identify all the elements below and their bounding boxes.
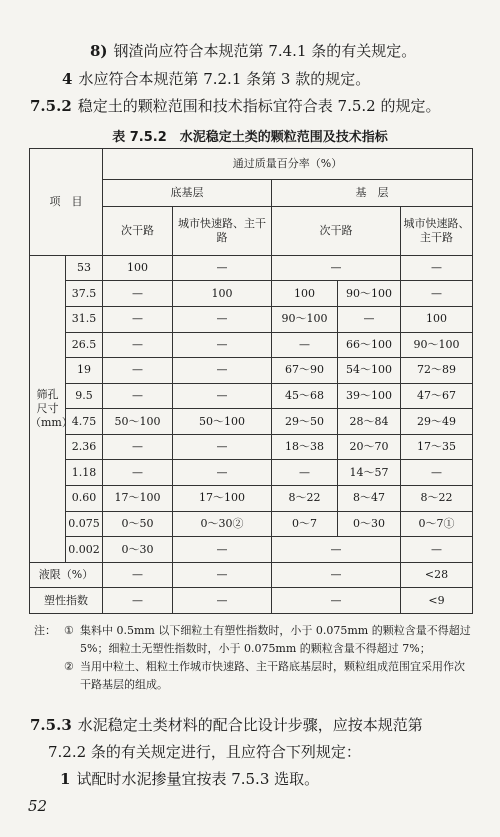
clause-7-5-3 [30,714,423,735]
paragraph-steel-slag [90,40,416,61]
table-row [30,332,473,358]
table-cell: 0～30② [173,511,272,537]
table-cell: — [272,332,338,358]
table-row [30,358,473,384]
table-cell: 0～30 [338,511,401,537]
header-subbase-secondary: 次干路 [103,206,173,255]
note-1 [34,622,474,658]
header-base-secondary: 次干路 [272,206,401,255]
paragraph-text: 水泥稳定土类材料的配合比设计步骤，应按本规范第 [77,716,423,734]
sieve-size-cell: 4.75 [66,409,103,435]
table-cell: — [173,537,272,563]
table-cell: 8～22 [272,485,338,511]
table-cell: 100 [401,306,473,332]
header-base: 基 层 [272,180,473,207]
table-cell: 17～100 [173,485,272,511]
table-cell: — [401,460,473,486]
table-cell: 29～49 [401,409,473,435]
table-cell: 8～47 [338,485,401,511]
table-row [30,485,473,511]
paragraph-text: 钢渣尚应符合本规范第 7.4.1 条的有关规定。 [113,42,417,60]
table-cell: — [173,562,272,588]
table-cell: — [103,383,173,409]
sieve-size-cell: 37.5 [66,281,103,307]
table-cell: 17～100 [103,485,173,511]
table-row [30,255,473,281]
table-cell: 28～84 [338,409,401,435]
table-row [30,409,473,435]
notes-label: 注： [34,624,56,637]
table-cell: 0～7① [401,511,473,537]
table-cell: 14～57 [338,460,401,486]
table-cell: 66～100 [338,332,401,358]
sieve-size-cell: 0.075 [66,511,103,537]
table-cell: 0～30 [103,537,173,563]
table-cell: 18～38 [272,434,338,460]
header-subbase-expressway: 城市快速路、主干路 [173,206,272,255]
paragraph-text: 稳定土的颗粒范围和技术指标宜符合表 7.5.2 的规定。 [77,97,441,115]
table-cell: — [103,358,173,384]
table-cell: — [272,460,338,486]
table-cell: 100 [103,255,173,281]
table-cell: — [173,332,272,358]
sieve-size-cell: 26.5 [66,332,103,358]
table-cell: 47～67 [401,383,473,409]
table-row [30,537,473,563]
table-cell: 67～90 [272,358,338,384]
table-cell: — [401,537,473,563]
table-cell: — [103,460,173,486]
sieve-label-line: （mm） [30,415,73,429]
grading-spec-table [29,148,473,614]
table-cell: <9 [401,588,473,614]
table-cell: 100 [272,281,338,307]
table-cell: 50～100 [103,409,173,435]
clause-7-5-2 [30,95,440,116]
table-cell: 29～50 [272,409,338,435]
table-cell: 72～89 [401,358,473,384]
table-cell: — [272,562,401,588]
table-cell: — [173,588,272,614]
sieve-size-cell: 2.36 [66,434,103,460]
table-cell: <28 [401,562,473,588]
table-row [30,383,473,409]
note-marker: ② [64,660,74,673]
note-text: 集料中 0.5mm 以下细粒土有塑性指数时，小于 0.075mm 的颗粒含量不得超过 5%；细粒土无塑性指数时，小于 0.075mm 的颗粒含量不得超过 7%； [80,624,471,655]
table-cell: — [272,588,401,614]
table-cell: — [272,537,401,563]
table-row [30,511,473,537]
sieve-label-line: 尺寸 [36,401,59,415]
note-2 [34,658,474,694]
item-number: 8) [90,42,108,60]
table-row [30,306,473,332]
item-cement-dosage [60,768,319,789]
note-text: 当用中粒土、粗粒土作城市快速路、主干路底基层时，颗粒组成范围宜采用作次干路基层的组成。 [80,660,465,691]
plasticity-index-label: 塑性指数 [30,588,103,614]
table-cell: — [401,281,473,307]
table-cell: 0～7 [272,511,338,537]
table-cell: 90～100 [338,281,401,307]
table-cell: 54～100 [338,358,401,384]
paragraph-text: 试配时水泥掺量宜按表 7.5.3 选取。 [76,770,320,788]
sieve-size-cell: 9.5 [66,383,103,409]
table-cell: — [173,255,272,281]
table-cell: — [173,383,272,409]
table-row [30,281,473,307]
table-cell: — [103,306,173,332]
item-number: 4 [62,70,73,88]
sieve-size-cell: 31.5 [66,306,103,332]
sieve-size-cell: 0.002 [66,537,103,563]
table-cell: 50～100 [173,409,272,435]
table-cell: — [103,588,173,614]
table-cell: — [272,255,401,281]
table-cell: 100 [173,281,272,307]
sieve-label-line: 筛孔 [36,388,59,402]
table-cell: 0～50 [103,511,173,537]
table-cell: — [103,332,173,358]
sieve-size-label [30,255,73,562]
table-cell: — [173,434,272,460]
paragraph-text: 7.2.2 条的有关规定进行，且应符合下列规定： [48,743,361,761]
table-cell: — [338,306,401,332]
paragraph-text: 水应符合本规范第 7.2.1 条第 3 款的规定。 [78,70,371,88]
header-pass-rate: 通过质量百分率（%） [103,149,473,180]
table-cell: 17～35 [401,434,473,460]
table-cell: 45～68 [272,383,338,409]
item-number: 1 [60,770,71,788]
table-cell: — [173,358,272,384]
table-caption: 表 7.5.2 水泥稳定土类的颗粒范围及技术指标 [112,130,388,145]
clause-7-5-3-continued [48,741,361,762]
table-notes [34,622,474,694]
sieve-size-cell: 0.60 [66,485,103,511]
paragraph-water [62,68,370,89]
table-cell: — [173,306,272,332]
table-row [30,434,473,460]
table-cell: 20～70 [338,434,401,460]
table-cell: 39～100 [338,383,401,409]
clause-number: 7.5.3 [30,716,72,734]
header-subbase: 底基层 [103,180,272,207]
table-cell: — [173,460,272,486]
table-cell: 90～100 [401,332,473,358]
table-cell: — [401,255,473,281]
table-cell: — [103,434,173,460]
table-cell: 90～100 [272,306,338,332]
header-base-expressway: 城市快速路、主干路 [401,206,473,255]
table-row [30,460,473,486]
table-cell: — [103,562,173,588]
sieve-size-cell: 19 [66,358,103,384]
table-cell: — [103,281,173,307]
sieve-size-cell: 1.18 [66,460,103,486]
header-item: 项 目 [30,149,103,256]
page-number: 52 [28,797,48,815]
note-marker: ① [64,624,74,637]
clause-number: 7.5.2 [30,97,72,115]
liquid-limit-label: 液限（%） [30,562,103,588]
table-cell: 8～22 [401,485,473,511]
sieve-size-cell: 53 [66,255,103,281]
